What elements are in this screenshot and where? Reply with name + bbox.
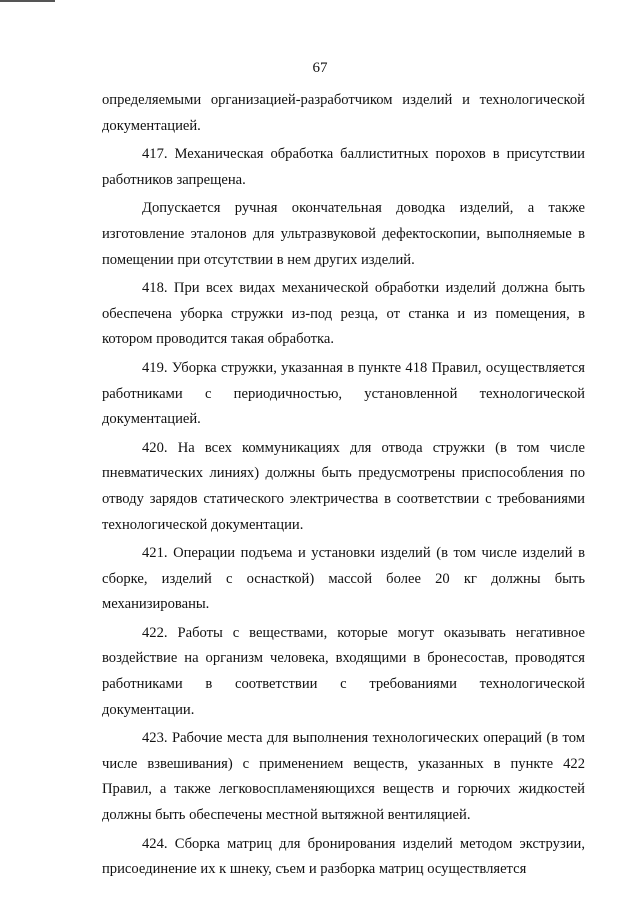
- top-edge-rule: [0, 0, 55, 2]
- paragraph-417: 417. Механическая обработка баллиститных порохов в присутствии работников запрещена.: [102, 146, 585, 188]
- paragraph-424: 424. Сборка матриц для бронирования изделий методом экструзии, присоединение их к шнеку, съем и разборка матриц осуществляется: [102, 835, 585, 878]
- paragraph-418: 418. При всех видах механической обработки изделий должна быть обеспечена уборка стружки из-под резца, от станка и из помещения, в котором проводится такая обработка.: [102, 280, 585, 348]
- paragraph-420: 420. На всех коммуникациях для отвода стружки (в том числе пневматических линиях) должны быть предусмотрены приспособления по отводу зарядов статического электричества в соответствии с требованиями технологической документации.: [102, 439, 585, 533]
- paragraph-423: 423. Рабочие места для выполнения технологических операций (в том числе взвешивания) с применением веществ, указанных в пункте 422 Правил, а также легковоспламеняющихся веществ и горючих жидкостей должны быть обеспечены местной вытяжной вентиляцией.: [102, 730, 585, 824]
- paragraph-417-note: Допускается ручная окончательная доводка изделий, а также изготовление эталонов для ультразвуковой дефектоскопии, выполняемые в помещении при отсутствии в нем других изделий.: [102, 200, 585, 268]
- page-number: 67: [312, 60, 328, 76]
- paragraph-421: 421. Операции подъема и установки изделий (в том числе изделий в сборке, изделий с оснасткой) массой более 20 кг должны быть механизированы.: [102, 545, 585, 613]
- paragraph-continuation: определяемыми организацией-разработчиком изделий и технологической документацией.: [102, 92, 585, 134]
- paragraph-419: 419. Уборка стружки, указанная в пункте 418 Правил, осуществляется работниками с периодичностью, установленной технологической документацией.: [102, 359, 585, 428]
- document-body: [102, 88, 585, 886]
- paragraph-422: 422. Работы с веществами, которые могут оказывать негативное воздействие на организм человека, входящими в бронесостав, проводятся работниками в соответствии с требованиями технологической документации.: [102, 624, 585, 718]
